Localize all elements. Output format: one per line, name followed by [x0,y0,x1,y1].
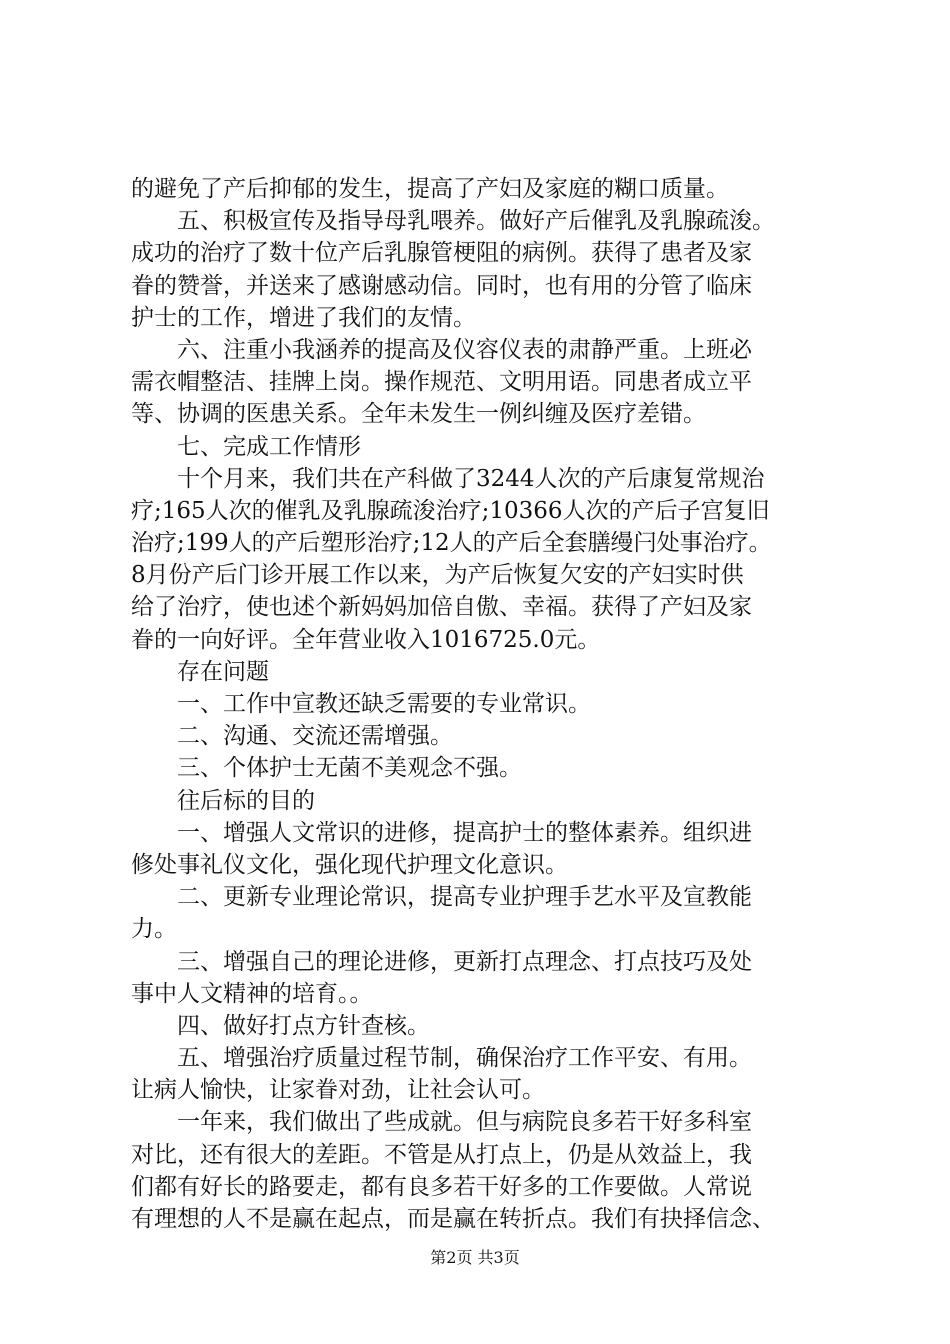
text-line: 对比，还有很大的差距。不管是从打点上，仍是从效益上，我 [131,1141,752,1168]
text-line: 存在问题 [131,658,269,685]
text-line: 六、注重小我涵养的提高及仪容仪表的肃静严重。上班必 [131,336,752,363]
text-line: 二、更新专业理论常识，提高专业护理手艺水平及宣教能 [131,884,752,911]
text-line: 有理想的人不是赢在起点，而是赢在转折点。我们有抉择信念、 [131,1206,775,1232]
text-line: 8月份产后门诊开展工作以来，为产后恢复欠安的产妇实时供 [131,562,744,589]
text-line: 二、沟通、交流还需增强。 [131,723,453,750]
text-line: 成功的治疗了数十位产后乳腺管梗阻的病例。获得了患者及家 [131,240,752,267]
text-line: 一、工作中宣教还缺乏需要的专业常识。 [131,691,591,717]
text-line: 疗;165人次的催乳及乳腺疏浚治疗;10366人次的产后子宫复旧 [131,497,770,524]
text-line: 五、积极宣传及指导母乳喂养。做好产后催乳及乳腺疏浚。 [131,208,775,235]
text-line: 一、增强人文常识的进修，提高护士的整体素养。组织进 [131,819,752,846]
text-line: 事中人文精神的培育。。 [131,980,373,1007]
page-number-footer: 第2页 共3页 [430,1248,520,1267]
text-line: 等、协调的医患关系。全年未发生一例纠缠及医疗差错。 [131,401,706,428]
text-line: 往后标的目的 [131,787,315,814]
text-line: 眷的一向好评。全年营业收入1016725.0元。 [131,626,601,653]
text-line: 治疗;199人的产后塑形治疗;12人的产后全套膳缦闩处事治疗。 [131,530,772,557]
text-line: 眷的赞誉，并送来了感谢感动信。同时，也有用的分管了临床 [131,272,752,299]
text-line: 三、增强自己的理论进修，更新打点理念、打点技巧及处 [131,948,752,975]
text-line: 给了治疗，使也述个新妈妈加倍自傲、幸福。获得了产妇及家 [131,594,752,621]
text-line: 十个月来，我们共在产科做了3244人次的产后康复常规治 [131,465,765,492]
text-line: 们都有好长的路要走，都有良多若干好多的工作要做。人常说 [131,1173,752,1200]
text-line: 力。 [131,916,177,943]
text-line: 修处事礼仪文化，强化现代护理文化意识。 [131,851,568,878]
text-line: 一年来，我们做出了些成就。但与病院良多若干好多科室 [131,1109,752,1136]
text-line: 三、个体护士无菌不美观念不强。 [131,755,522,782]
text-line: 需衣帽整洁、挂牌上岗。操作规范、文明用语。同患者成立平 [131,369,752,396]
text-line: 让病人愉快，让家眷对劲，让社会认可。 [131,1077,545,1104]
text-line: 四、做好打点方针查核。 [131,1012,430,1039]
text-line: 七、完成工作情形 [131,433,361,460]
text-line: 五、增强治疗质量过程节制，确保治疗工作平安、有用。 [131,1045,752,1072]
text-line: 护士的工作，增进了我们的友情。 [131,304,476,331]
text-line: 的避免了产后抑郁的发生，提高了产妇及家庭的糊口质量。 [131,176,729,202]
document-body [131,173,851,1235]
